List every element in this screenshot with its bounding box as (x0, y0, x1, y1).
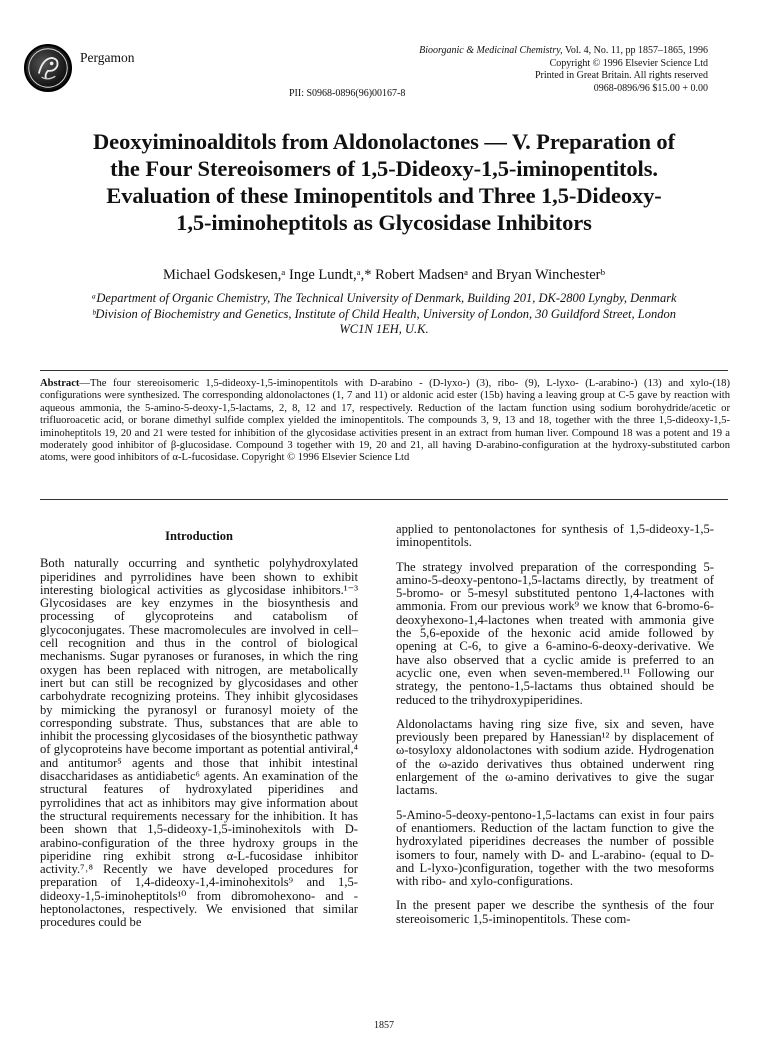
pergamon-logo-icon (26, 46, 70, 90)
paragraph: Both naturally occurring and synthetic polyhydroxylated piperidines and pyrrolidines have been shown to exhibit interesting biological activities as glycosidase inhibitors.¹⁻³ Glycosidases are key enzymes in the biosynthesis and processing of glycoproteins and catabolism of glycoconjugates. These macromolecules are involved in cell–cell recognition and thus in the control of biological mechanisms. Sugar pyranoses or furanoses, in which the ring oxygen has been replaced with nitrogen, are metabolically inert but can still be recognized by glycosidases and other carbohydrate recognizing proteins. They inhibit glycosidases by mimicking the pyranosyl or furanosyl moiety of the corresponding substrate. Thus, substances that are able to inhibit the processing glycosidases of the biosynthetic pathway of glycoproteins have become important as potential antiviral,⁴ and antitumor⁵ agents and those that inhibit intestinal disaccharidases as antidiabetic⁶ agents. An examination of the structural features of hydroxylated piperidines and pyrrolidines that act as inhibitors may give information about the structural requirements necessary for the inhibition. It has been shown that 1,5-dideoxy-1,5-iminohexitols with D-arabino-configuration of the three hydroxy groups in the piperidine ring exhibit strong α-L-fucosidase inhibitor activity.⁷˒⁸ Recently we have developed procedures for preparation of 1,4-dideoxy-1,4-iminohexitols⁹ and 1,5-dideoxy-1,5-iminoheptitols¹⁰ from dibromohexono- and -heptonolactones, respectively. We envisioned that similar procedures could be (40, 556, 358, 930)
title-line: Evaluation of these Iminopentitols and Three 1,5-Dideoxy- (106, 183, 662, 208)
publisher-name: Pergamon (80, 50, 135, 65)
abstract-top-rule (40, 370, 728, 371)
paragraph: 5-Amino-5-deoxy-pentono-1,5-lactams can exist in four pairs of enantiomers. Reduction of the lactam function to give the hydroxylated piperidines decreases the number of possible isomers to four, namely with D- and L-arabino- (equal to D- and L-lyxo-)configuration, together with the two mesoforms with ribo- and xylo-configurations. (396, 807, 714, 889)
pii-code: PII: S0968-0896(96)00167-8 (289, 88, 406, 99)
affiliation-b-cont: WC1N 1EH, U.K. (339, 322, 429, 336)
copyright-line: Copyright © 1996 Elsevier Science Ltd (549, 57, 708, 69)
journal-citation (288, 45, 708, 58)
pergamon-logo (24, 44, 72, 92)
title-line: the Four Stereoisomers of 1,5-Dideoxy-1,5-iminopentitols. (110, 156, 658, 181)
right-column (396, 523, 714, 937)
abstract-label: Abstract (40, 378, 80, 389)
affiliation-a: ᵃDepartment of Organic Chemistry, The Technical University of Denmark, Building 201, DK-2800 Lyngby, Denmark (91, 291, 677, 305)
journal-issue: Vol. 4, No. 11, pp 1857–1865, 1996 (564, 45, 708, 56)
article-title (40, 128, 728, 236)
left-column (40, 523, 358, 941)
printed-line: Printed in Great Britain. All rights reserved (534, 70, 708, 81)
abstract-bottom-rule (40, 499, 728, 500)
abstract (40, 378, 730, 465)
title-line: Deoxyiminoalditols from Aldonolactones — V. Preparation of (93, 129, 675, 154)
paragraph: In the present paper we describe the synthesis of the four stereoisomeric 1,5-iminopentitols. These com- (396, 898, 714, 926)
author-list: Michael Godskesen,ᵃ Inge Lundt,ᵃ,* Robert Madsenᵃ and Bryan Winchesterᵇ (163, 267, 605, 283)
title-line: 1,5-iminoheptitols as Glycosidase Inhibitors (176, 210, 592, 235)
page-number: 1857 (374, 1020, 394, 1031)
paragraph: The strategy involved preparation of the corresponding 5-amino-5-deoxy-pentono-1,5-lactams directly, by treatment of 5-bromo- or 5-mesyl substituted pentono 1,4-lactones with ammonia. From our previous work⁹ we know that 6-bromo-6-deoxyhexono-1,4-lactones when treated with ammonia give the 5,6-epoxide of the hexonic acid amide followed by opening at C-6, to give a 6-amino-6-deoxy-derivative. We have also observed that a cyclic amide is preferred to an acyclic one, even when seven-membered.¹¹ Following our strategy, the pentono-1,5-lactams thus obtained should be reduced to the trihydroxypiperidines. (396, 559, 714, 707)
paragraph: applied to pentonolactones for synthesis of 1,5-dideoxy-1,5-iminopentitols. (396, 522, 714, 550)
journal-name: Bioorganic & Medicinal Chemistry, (419, 45, 563, 56)
affiliations (40, 291, 728, 338)
issn-price: 0968-0896/96 $15.00 + 0.00 (593, 82, 708, 94)
abstract-text: —The four stereoisomeric 1,5-dideoxy-1,5-iminopentitols with D-arabino - (D-lyxo-) (3), ribo- (9), L-lyxo- (L-arabino-) (13) and xylo-(18) configurations were synthesized. The corresponding aldonolactones (1, 7 and 11) or aldonic acid ester (15b) having a leaving group at C-5 gave by reaction with aqueous ammonia, the 5-amino-5-deoxy-1,5-lactams, 2, 8, 12 and 17, respectively. Reduction of the lactam function using sodium borohydride/acetic or trifluoroacetic acid, or borane dimethyl sulfide complex yielded the iminopentitols. The compounds 3, 9, 13 and 18, together with the three 1,5-dideoxy-1,5-iminoheptitols 19, 20 and 21 were tested for inhibition of the glycosidase activities present in an extract from human liver. Compound 18 was a potent and 19 a moderately good inhibitor of β-glucosidase. Compound 3 together with 19, 20 and 21, all having D-arabino-configuration at the hydroxy-substituted carbon atoms, were good inhibitors of α-L-fucosidase. Copyright © 1996 Elsevier Science Ltd (40, 378, 730, 464)
section-heading: Introduction (165, 529, 233, 543)
affiliation-b: ᵇDivision of Biochemistry and Genetics, Institute of Child Health, University of London, 30 Guildford Street, London (92, 306, 676, 321)
paragraph: Aldonolactams having ring size five, six and seven, have previously been prepared by Hanessian¹² by displacement of ω-tosyloxy aldonolactones with sodium azide. Hydrogenation of the ω-azido derivatives thus obtained underwent ring enlargement of the ω-amino derivatives to give the sugar lactams. (396, 716, 714, 798)
